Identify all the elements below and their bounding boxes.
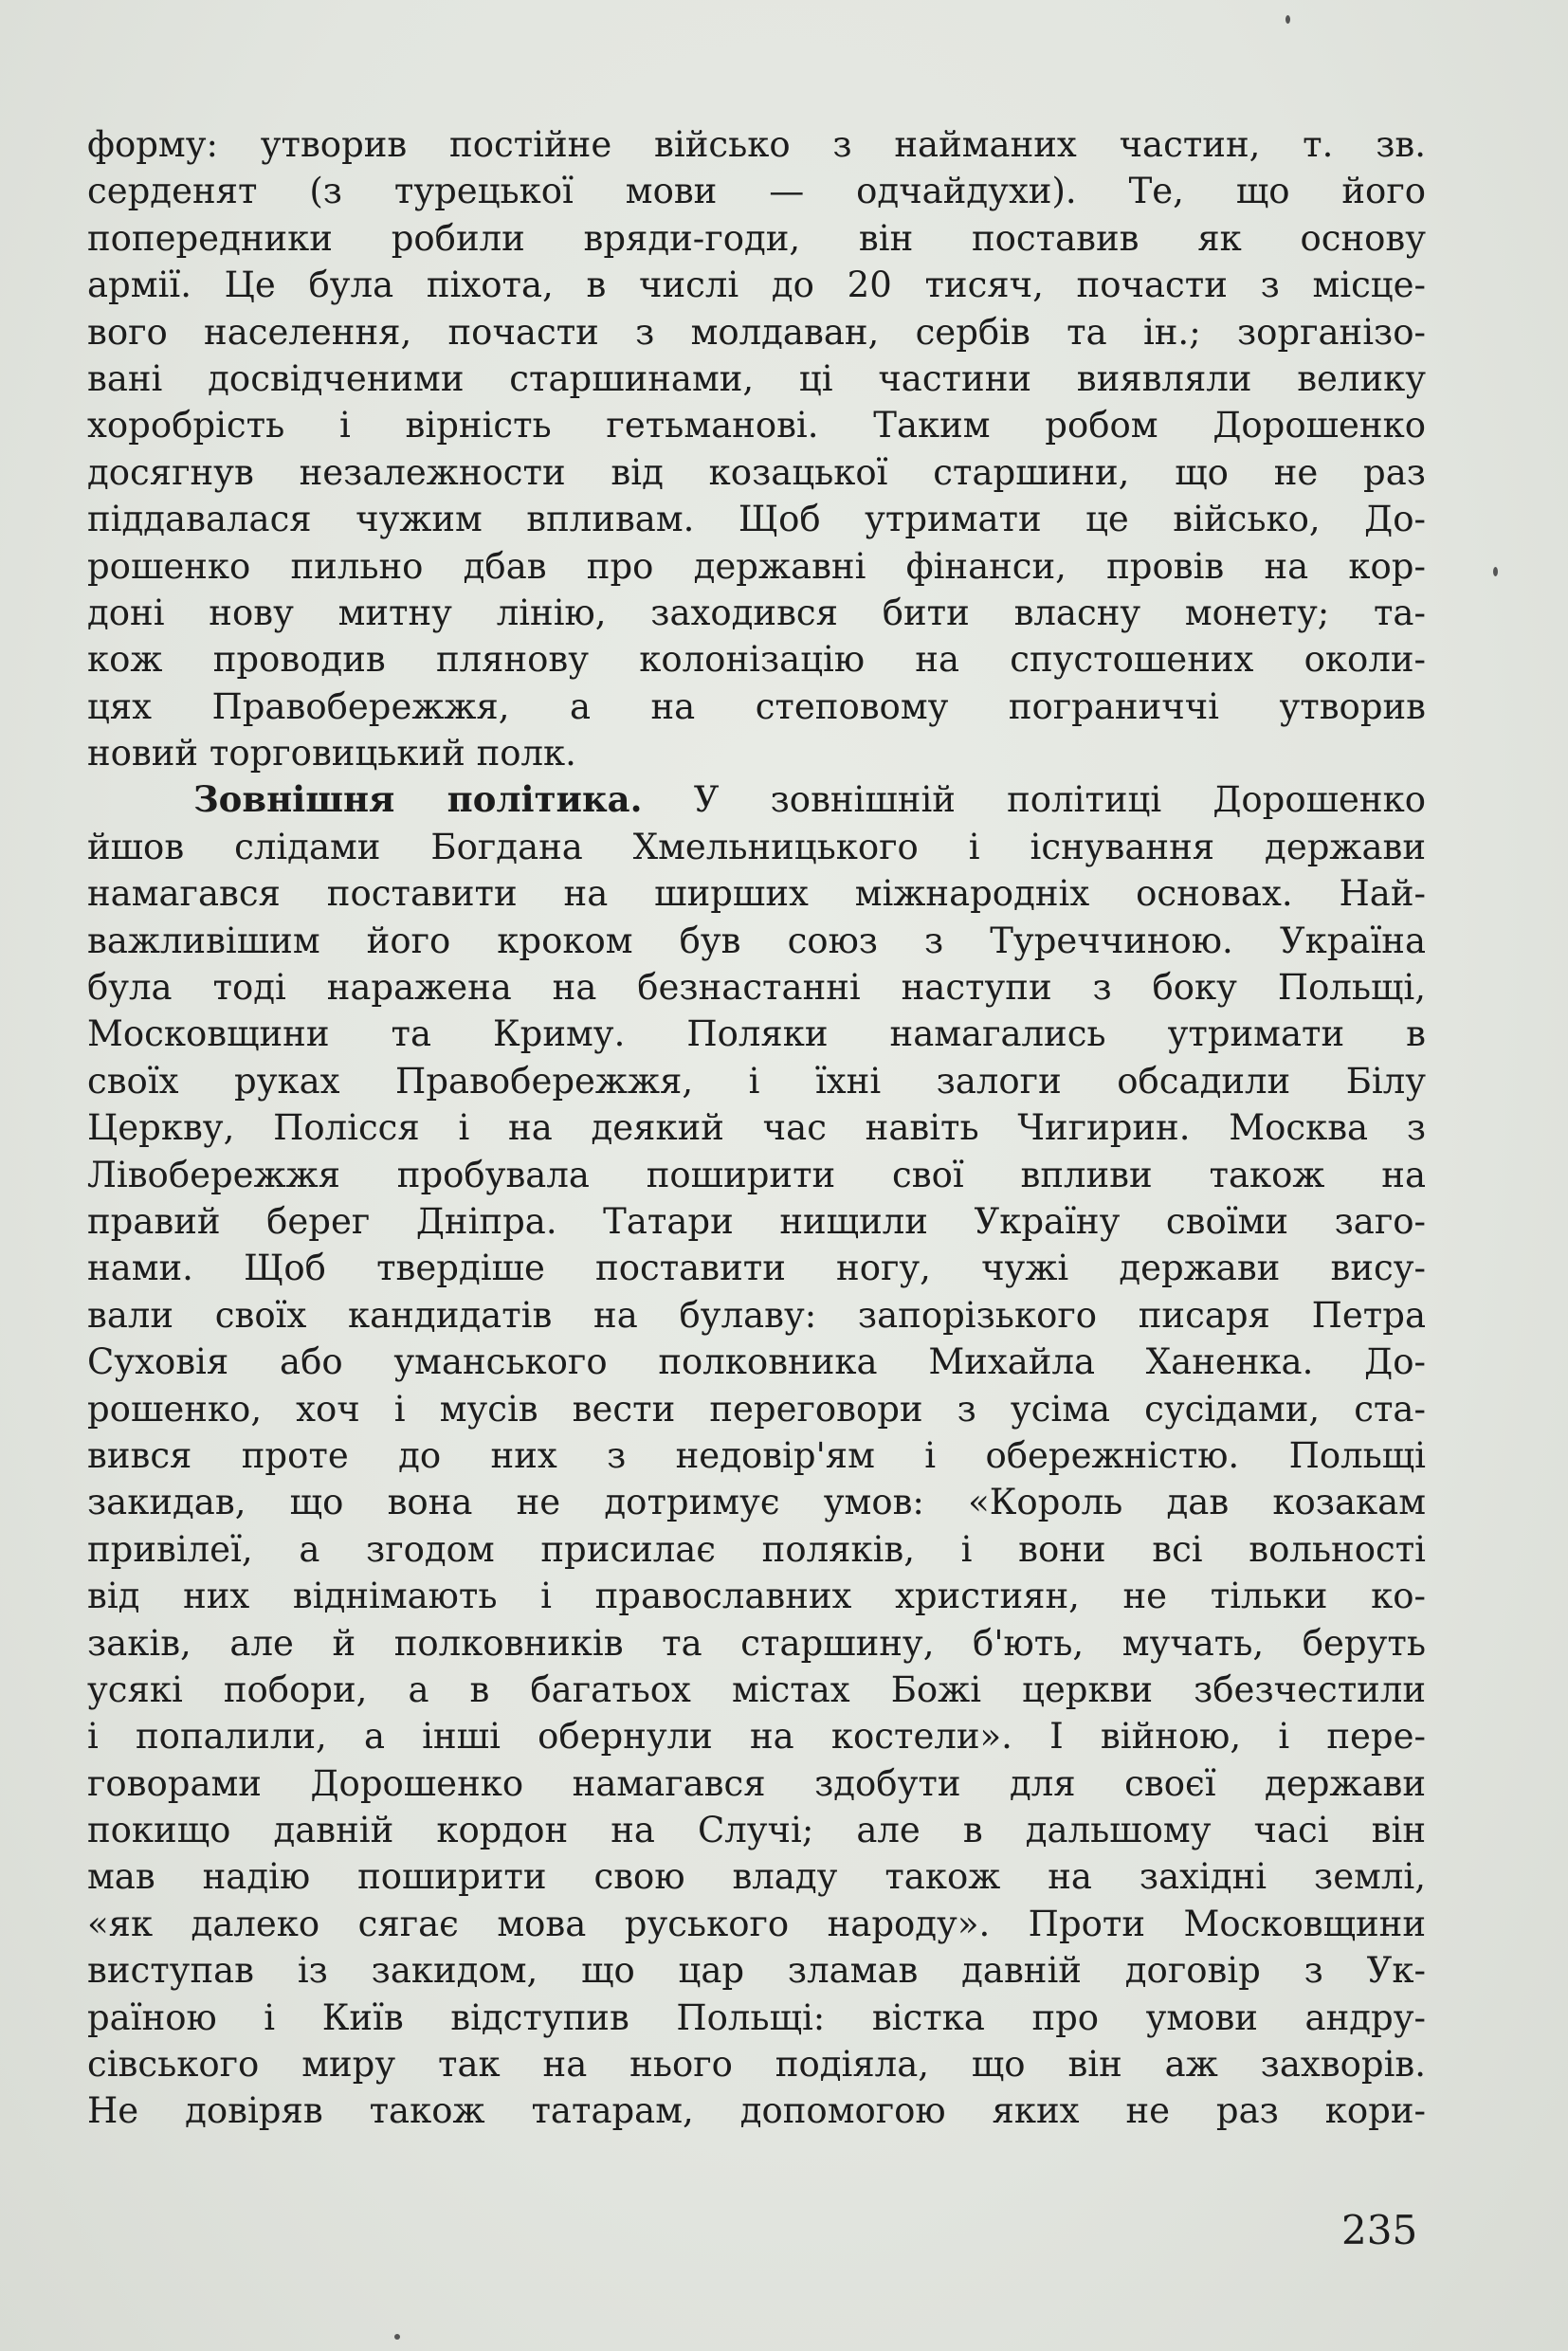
text-line: була тоді наражена на безнастанні наступи з боку Польщі, [87,967,1426,1009]
text-line: кож проводив плянову колонізацію на спустошених околи- [87,639,1426,681]
text-line: цях Правобережжя, а на степовому пограниччі утворив [87,685,1426,727]
text-line: досягнув незалежности від козацької старшини, що не раз [87,451,1426,493]
text-line: закидав, що вона не дотримує умов: «Король дав козакам [87,1482,1426,1523]
text-line: своїх руках Правобережжя, і їхні залоги обсадили Білу [87,1060,1426,1102]
text-line: мав надію поширити свою владу також на західні землі, [87,1856,1426,1898]
text-line: «як далеко сягає мова руського народу». Проти Московщини [87,1903,1426,1944]
text-line: говорами Дорошенко намагався здобути для своєї держави [87,1762,1426,1804]
text-line: форму: утворив постійне військо з найманих частин, т. зв. [87,124,1426,165]
main-text [87,121,1426,2135]
text-line: намагався поставити на ширших міжнародніх основах. Най- [87,873,1426,915]
text-line: сівського миру так на нього подіяла, що він аж захворів. [87,2044,1426,2086]
text-line [87,776,1426,823]
text-line: Московщини та Криму. Поляки намагались утримати в [87,1013,1426,1055]
text-line: новий торговицький полк. [87,733,576,775]
text-line: вого населення, почасти з молдаван, сербів та ін.; зорганізо- [87,311,1426,353]
text-line: йшов слідами Богдана Хмельницького і існування держави [87,826,1426,867]
section-heading: Зовнішня політика. [193,778,643,821]
text-line: від них віднімають і православних християн, не тільки ко- [87,1576,1426,1617]
page-number: 235 [1341,2207,1418,2253]
text-line: Суховія або уманського полковника Михайла Ханенка. До- [87,1341,1426,1383]
text-line: виступав із закидом, що цар зламав давній договір з Ук- [87,1950,1426,1992]
text-line: вали своїх кандидатів на булаву: запорізького писаря Петра [87,1294,1426,1336]
text-line: покищо давній кордон на Случі; але в дальшому часі він [87,1810,1426,1851]
text-line: Не довіряв також татарам, допомогою яких не раз кори- [87,2090,1426,2132]
text-line: серденят (з турецької мови — одчайдухи). Те, що його [87,171,1426,212]
text-line: хоробрість і вірність гетьманові. Таким робом Дорошенко [87,405,1426,447]
text-line: вані досвідченими старшинами, ці частини виявляли велику [87,357,1426,399]
text-line: вився проте до них з недовір'ям і обережністю. Польщі [87,1434,1426,1476]
paragraph-foreign-policy [87,776,1426,2134]
print-speck [1493,567,1498,576]
text-line: піддавалася чужим впливам. Щоб утримати це військо, До- [87,499,1426,540]
text-line: рошенко, хоч і мусів вести переговори з усіма сусідами, ста- [87,1388,1426,1430]
heading-line-text: У зовнішній політиці Дорошенко [693,779,1426,821]
text-line: армії. Це була піхота, в числі до 20 тисяч, почасти з місце- [87,264,1426,306]
text-line: Церкву, Полісся і на деякий час навіть Чигирин. Москва з [87,1107,1426,1149]
text-line: важливішим його кроком був союз з Туреччиною. Україна [87,920,1426,961]
text-line: попередники робили вряди-годи, він поставив як основу [87,217,1426,259]
text-line: усякі побори, а в багатьох містах Божі церкви збезчестили [87,1668,1426,1710]
text-line: привілеї, а згодом присилає поляків, і вони всі вольності [87,1528,1426,1570]
print-speck [1285,15,1290,24]
text-line: рошенко пильно дбав про державні фінанси, провів на кор- [87,545,1426,587]
text-line: правий берег Дніпра. Татари нищили Україну своїми заго- [87,1200,1426,1242]
text-line: заків, але й полковників та старшину, б'ють, мучать, беруть [87,1622,1426,1664]
text-line: і попалили, а інші обернули на костели». І війною, і пере- [87,1716,1426,1758]
text-line: раїною і Київ відступив Польщі: вістка про умови андру- [87,1996,1426,2038]
print-speck [394,2334,400,2340]
text-line: доні нову митну лінію, заходився бити власну монету; та- [87,592,1426,633]
text-line: Лівобережжя пробувала поширити свої впливи також на [87,1154,1426,1195]
text-line: нами. Щоб твердіше поставити ногу, чужі держави вису- [87,1248,1426,1289]
paragraph-internal-policy [87,121,1426,776]
